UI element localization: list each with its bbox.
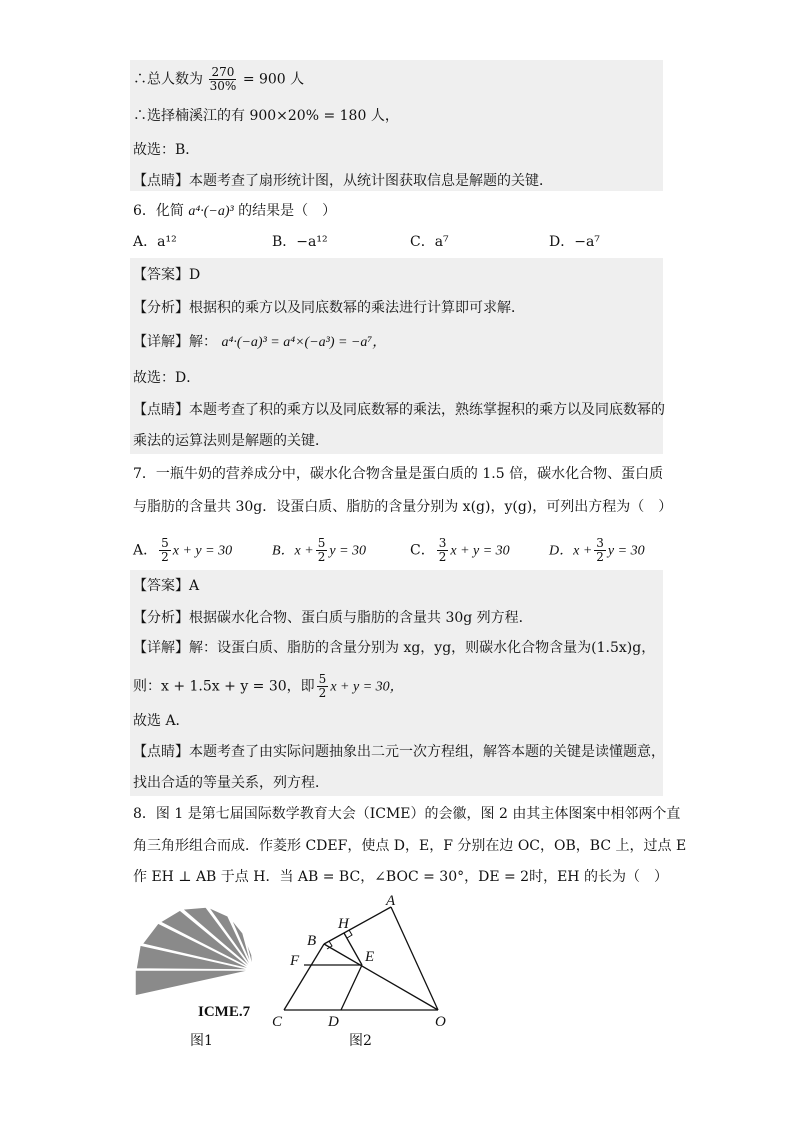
text: C． — [410, 542, 435, 559]
segment-ba — [324, 907, 391, 944]
fraction — [594, 537, 606, 564]
math-expression: y = 30 — [329, 543, 367, 559]
fraction — [437, 537, 449, 564]
q8-stem-3: 作 EH ⊥ AB 于点 H．当 AB = BC，∠BOC = 30°，DE = 2时，EH 的长为（ ） — [133, 869, 668, 885]
label-b: B — [307, 933, 317, 949]
text: ∴总人数为 — [133, 71, 203, 88]
text: 【详解】解： — [133, 334, 217, 350]
segment-ed — [341, 965, 362, 1010]
q7-point-1: 【点睛】本题考查了由实际问题抽象出二元一次方程组，解答本题的关键是读懂题意， — [133, 744, 665, 760]
q7-analysis: 【分析】根据碳水化合物、蛋白质与脂肪的含量共 30g 列方程． — [133, 610, 533, 626]
q8-stem-1: 8．图 1 是第七届国际数学教育大会（ICME）的会徽，图 2 由其主体图案中相邻两个直 — [133, 806, 681, 822]
fraction — [317, 673, 329, 700]
text: 则：x + 1.5x + y = 30，即 — [133, 678, 315, 695]
fraction — [316, 537, 328, 564]
fraction-denominator: 2 — [596, 550, 604, 564]
q7-stem-2: 与脂肪的含量共 30g．设蛋白质、脂肪的含量分别为 x(g)，y(g)，可列出方程为（ ） — [133, 499, 673, 515]
q7-option-c — [410, 537, 510, 564]
q7-option-d — [549, 537, 645, 564]
figure-2-caption: 图2 — [349, 1033, 372, 1049]
icme-logo-figure — [128, 895, 268, 995]
q6-point-1: 【点睛】本题考查了积的乘方以及同底数幂的乘法，熟练掌握积的乘方以及同底数幂的 — [133, 402, 665, 418]
label-e: E — [365, 949, 375, 965]
fraction-numerator: 5 — [161, 536, 169, 550]
q7-option-b — [272, 537, 366, 564]
q7-then — [133, 673, 404, 700]
fraction-numerator: 270 — [211, 65, 235, 79]
q7-choose: 故选 A． — [133, 713, 190, 729]
q6-option-d: D．−a⁷ — [549, 234, 600, 250]
q6-option-a: A．a¹² — [133, 234, 177, 250]
math-expression: y = 30 — [607, 543, 645, 559]
label-c: C — [272, 1014, 283, 1030]
geometry-figure — [268, 890, 458, 1030]
segment-bo — [324, 944, 438, 1010]
q6-detail — [133, 332, 386, 353]
label-d: D — [328, 1014, 339, 1030]
q7-stem-1: 7．一瓶牛奶的营养成分中，碳水化合物含量是蛋白质的 1.5 倍，碳水化合物、蛋白质 — [133, 466, 664, 482]
fraction — [209, 66, 236, 93]
fraction-denominator: 2 — [161, 550, 169, 564]
math-expression: x + y = 30， — [330, 679, 404, 695]
total-line — [133, 66, 304, 93]
segment-ao — [391, 907, 438, 1010]
q6-stem — [133, 201, 336, 222]
fraction-denominator: 2 — [318, 686, 327, 700]
q6-option-b: B．−a¹² — [272, 234, 328, 250]
highlight-band — [130, 258, 663, 454]
q7-detail: 【详解】解：设蛋白质、脂肪的含量分别为 xg，yg，则碳水化合物含量为(1.5x)g， — [133, 640, 656, 656]
fraction-denominator: 30% — [209, 79, 237, 93]
label-h: H — [338, 916, 349, 932]
fraction-numerator: 5 — [317, 536, 326, 550]
text: 的结果是（ ） — [238, 203, 337, 219]
q6-answer: 【答案】D — [133, 267, 201, 283]
figure-1-caption: 图1 — [190, 1033, 213, 1049]
fraction — [159, 537, 171, 564]
math-expression: x + y = 30 — [450, 543, 510, 559]
q7-point-2: 找出合适的等量关系，列方程． — [133, 775, 329, 791]
text-line: 故选：B． — [133, 142, 200, 158]
label-o: O — [435, 1014, 446, 1030]
text: A． — [133, 542, 158, 559]
q6-point-2: 乘法的运算法则是解题的关键． — [133, 433, 329, 449]
label-a: A — [386, 893, 396, 909]
fraction-denominator: 2 — [317, 550, 326, 564]
q7-answer: 【答案】A — [133, 578, 200, 594]
q7-option-a — [133, 537, 232, 564]
logo-text: ICME.7 — [198, 1004, 251, 1020]
math-expression: D．x + — [549, 543, 593, 559]
math-expression: a⁴·(−a)³ — [188, 204, 234, 219]
math-expression: a⁴·(−a)³ = a⁴×(−a³) = −a⁷， — [221, 335, 387, 350]
fraction-numerator: 3 — [438, 536, 447, 550]
math-expression: x + y = 30 — [172, 543, 233, 559]
q8-stem-2: 角三角形组合而成．作菱形 CDEF，使点 D，E，F 分别在边 OC，OB，BC 上，过点 E — [133, 838, 687, 854]
q6-analysis: 【分析】根据积的乘方以及同底数幂的乘法进行计算即可求解． — [133, 300, 525, 316]
fraction-numerator: 5 — [318, 672, 327, 686]
text-line: ∴选择楠溪江的有 900×20% = 180 人， — [133, 108, 399, 124]
fraction-denominator: 2 — [438, 550, 447, 564]
point-line: 【点睛】本题考查了扇形统计图，从统计图获取信息是解题的关键． — [133, 173, 553, 189]
q6-choose: 故选：D． — [133, 370, 201, 386]
q6-option-c: C．a⁷ — [410, 234, 449, 250]
logo-triangle — [135, 970, 253, 995]
fraction-numerator: 3 — [596, 536, 604, 550]
text: = 900 人 — [242, 71, 305, 88]
math-expression: B．x + — [272, 543, 314, 559]
text: 6．化简 — [133, 203, 184, 219]
label-f: F — [290, 953, 300, 969]
